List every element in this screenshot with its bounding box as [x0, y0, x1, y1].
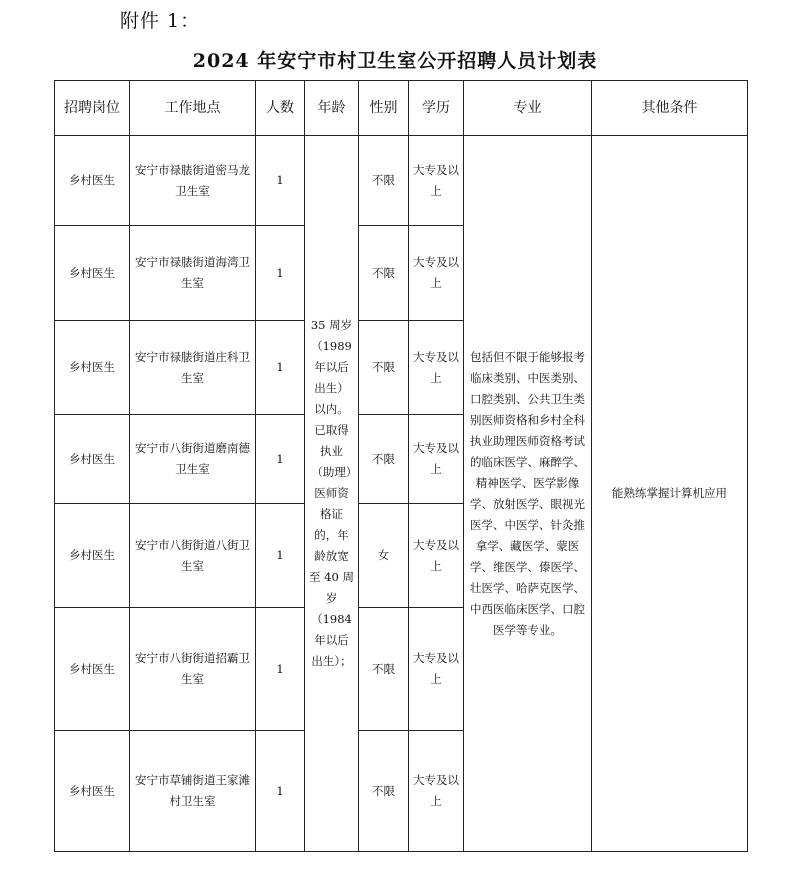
- position-cell: 乡村医生: [55, 731, 130, 852]
- education-cell: 大专及以上: [409, 136, 464, 226]
- header-cell-count: 人数: [256, 81, 305, 136]
- position-cell: 乡村医生: [55, 608, 130, 731]
- attachment-label: 附件 1：: [120, 10, 201, 32]
- education-cell: 大专及以上: [409, 415, 464, 504]
- recruitment-plan-table: [54, 80, 748, 852]
- header-cell-other: 其他条件: [592, 81, 748, 136]
- header-cell-major: 专业: [464, 81, 592, 136]
- gender-cell: 不限: [359, 226, 409, 321]
- gender-cell: 不限: [359, 321, 409, 415]
- location-cell: 安宁市八街街道八街卫生室: [130, 504, 256, 608]
- header-cell-position: 招聘岗位: [55, 81, 130, 136]
- gender-cell: 不限: [359, 608, 409, 731]
- header-cell-location: 工作地点: [130, 81, 256, 136]
- education-cell: 大专及以上: [409, 226, 464, 321]
- count-cell: 1: [256, 608, 305, 731]
- count-cell: 1: [256, 415, 305, 504]
- header-cell-gender: 性别: [359, 81, 409, 136]
- other-requirement-cell: 能熟练掌握计算机应用: [592, 136, 748, 852]
- table-row: [55, 136, 748, 226]
- position-cell: 乡村医生: [55, 504, 130, 608]
- count-cell: 1: [256, 136, 305, 226]
- gender-cell: 不限: [359, 415, 409, 504]
- gender-cell: 不限: [359, 731, 409, 852]
- header-cell-education: 学历: [409, 81, 464, 136]
- header-row: [55, 81, 748, 136]
- position-cell: 乡村医生: [55, 321, 130, 415]
- location-cell: 安宁市草铺街道王家滩村卫生室: [130, 731, 256, 852]
- age-requirement-cell: 35 周岁（1989 年以后出生）以内。已取得执业（助理）医师资格证的，年龄放宽至 40 周岁（1984 年以后出生）；: [305, 136, 359, 852]
- education-cell: 大专及以上: [409, 504, 464, 608]
- location-cell: 安宁市禄脿街道庄科卫生室: [130, 321, 256, 415]
- location-cell: 安宁市八街街道招霸卫生室: [130, 608, 256, 731]
- gender-cell: 女: [359, 504, 409, 608]
- education-cell: 大专及以上: [409, 321, 464, 415]
- position-cell: 乡村医生: [55, 226, 130, 321]
- count-cell: 1: [256, 731, 305, 852]
- location-cell: 安宁市禄脿街道海湾卫生室: [130, 226, 256, 321]
- count-cell: 1: [256, 504, 305, 608]
- page-title: 2024 年安宁市村卫生室公开招聘人员计划表: [192, 50, 598, 72]
- location-cell: 安宁市八街街道磨南德卫生室: [130, 415, 256, 504]
- position-cell: 乡村医生: [55, 136, 130, 226]
- gender-cell: 不限: [359, 136, 409, 226]
- location-cell: 安宁市禄脿街道密马龙卫生室: [130, 136, 256, 226]
- position-cell: 乡村医生: [55, 415, 130, 504]
- major-requirement-cell: 包括但不限于能够报考临床类别、中医类别、口腔类别、公共卫生类别医师资格和乡村全科执业助理医师资格考试的临床医学、麻醉学、精神医学、医学影像学、放射医学、眼视光医学、中医学、针灸推拿学、藏医学、蒙医学、维医学、傣医学、壮医学、哈萨克医学、中西医临床医学、口腔医学等专业。: [464, 136, 592, 852]
- count-cell: 1: [256, 226, 305, 321]
- count-cell: 1: [256, 321, 305, 415]
- education-cell: 大专及以上: [409, 731, 464, 852]
- education-cell: 大专及以上: [409, 608, 464, 731]
- header-cell-age: 年龄: [305, 81, 359, 136]
